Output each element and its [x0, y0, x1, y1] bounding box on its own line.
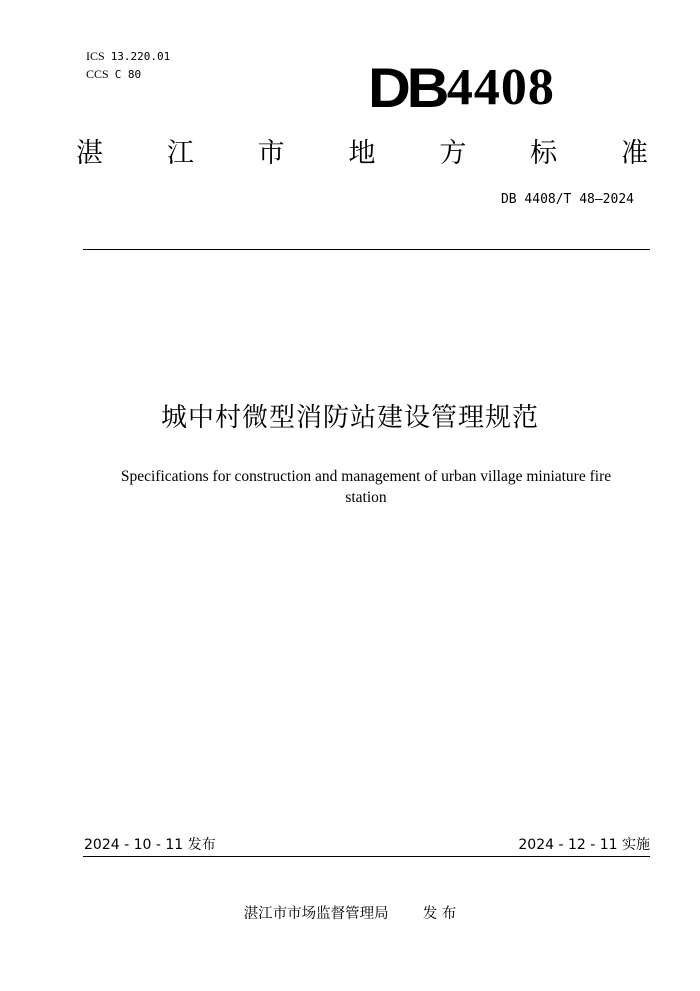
- ccs-classification: [80, 53, 141, 82]
- ics-value: 13.220.01: [110, 50, 171, 63]
- db-logo-code: 4408: [446, 59, 555, 116]
- ccs-label: CCS: [86, 67, 109, 81]
- publisher-name: 湛江市市场监督管理局: [243, 906, 389, 922]
- db-logo-letters: DB: [368, 56, 446, 119]
- standard-type-char: 市: [257, 138, 285, 169]
- standard-type-char: 湛: [76, 138, 103, 169]
- standard-number: DB 4408/T 48—2024: [500, 192, 634, 207]
- standard-type-heading: [76, 134, 648, 174]
- implementation-date: 2024 - 12 - 11 实施: [518, 837, 650, 853]
- db-standard-logo: [368, 58, 600, 118]
- standard-type-char: 地: [348, 138, 376, 169]
- footer-divider: [83, 856, 650, 857]
- standard-type-char: 标: [530, 138, 558, 169]
- document-title-chinese: 城中村微型消防站建设管理规范: [160, 403, 539, 433]
- standard-type-char: 江: [166, 138, 194, 169]
- issue-date: 2024 - 10 - 11 发布: [84, 837, 216, 853]
- publish-action: 发 布: [422, 906, 457, 922]
- standard-type-char: 方: [439, 138, 467, 169]
- publisher-line: [0, 903, 700, 925]
- ics-label: ICS: [86, 49, 105, 63]
- header-divider: [83, 249, 650, 250]
- document-title-english: Specifications for construction and management of urban village miniature fire station: [120, 468, 612, 506]
- standard-type-char: 准: [620, 138, 648, 169]
- ccs-value: C 80: [114, 68, 142, 81]
